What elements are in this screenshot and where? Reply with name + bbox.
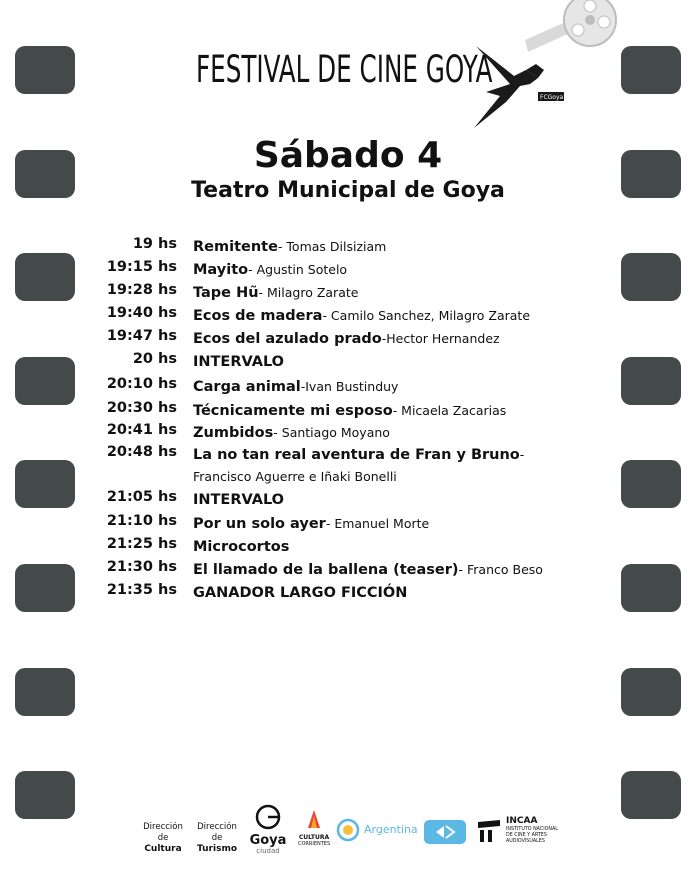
schedule-entry: [193, 444, 583, 488]
film-title: Carga animal: [193, 379, 301, 395]
schedule-entry: [193, 376, 583, 398]
event-day: Sábado 4: [253, 135, 443, 176]
schedule-time: 19:40 hs: [106, 305, 177, 321]
film-title: Por un solo ayer: [193, 516, 326, 532]
film-author: - Francisco Aguerre e Iñaki Bonelli: [193, 447, 525, 484]
logo-direccion-cultura: Dirección de Cultura: [143, 822, 183, 854]
schedule-time: 21:35 hs: [106, 582, 177, 598]
schedule-entry: [193, 489, 583, 511]
schedule-entry: [193, 236, 583, 258]
film-title: GANADOR LARGO FICCIÓN: [193, 585, 408, 601]
cultura-corrientes-icon: [304, 808, 324, 830]
film-hole-right-7: [621, 668, 681, 716]
logo-cine-argentino: [424, 820, 466, 844]
film-hole-right-4: [621, 357, 681, 405]
film-author: -Hector Hernandez: [381, 331, 500, 346]
film-author: - Milagro Zarate: [258, 285, 359, 300]
film-hole-left-7: [15, 668, 75, 716]
schedule-time: 20:30 hs: [106, 400, 177, 416]
goya-emblem-icon: [254, 804, 282, 830]
schedule-time: 20:48 hs: [106, 444, 177, 460]
film-hole-left-1: [15, 46, 75, 94]
schedule-entry: [193, 559, 583, 581]
schedule-entry: [193, 328, 583, 350]
schedule-entry: [193, 422, 583, 444]
schedule-entry: [193, 305, 583, 327]
film-badge-icon: [424, 820, 466, 844]
schedule-time: 21:05 hs: [106, 489, 177, 505]
logo-direccion-turismo: Dirección de Turismo: [197, 822, 237, 854]
schedule-entry: [193, 536, 583, 558]
film-author: -Ivan Bustinduy: [300, 379, 399, 394]
swallow-tag: FCGoya: [540, 94, 564, 101]
film-author: - Micaela Zacarias: [392, 403, 507, 418]
film-title: Técnicamente mi esposo: [193, 403, 393, 419]
film-title: La no tan real aventura de Fran y Bruno: [193, 447, 520, 463]
film-author: - Agustin Sotelo: [248, 262, 348, 277]
film-title: El llamado de la ballena (teaser): [193, 562, 459, 578]
logo-goya: Goya ciudad: [246, 804, 290, 860]
event-venue: Teatro Municipal de Goya: [191, 178, 505, 203]
schedule-time: 19:47 hs: [106, 328, 177, 344]
film-title: Mayito: [193, 262, 249, 278]
sun-icon: [336, 818, 360, 842]
film-author: - Tomas Dilsiziam: [277, 239, 387, 254]
film-title: Remitente: [193, 239, 278, 255]
logo-argentina: Argentina: [336, 818, 416, 846]
schedule-entry: [193, 282, 583, 304]
logo-incaa: INCAA INSTITUTO NACIONAL DE CINE Y ARTES AUDIOVISUALES: [476, 816, 576, 850]
film-author: - Franco Beso: [458, 562, 543, 577]
film-title: Zumbidos: [193, 425, 274, 441]
incaa-film-icon: [476, 818, 502, 844]
schedule-time: 21:30 hs: [106, 559, 177, 575]
schedule-entry: [193, 582, 583, 604]
schedule-time: 19:28 hs: [106, 282, 177, 298]
film-title: Ecos del azulado prado: [193, 331, 382, 347]
schedule-time: 19:15 hs: [106, 259, 177, 275]
schedule-entry: [193, 351, 583, 373]
swallow-logo-icon: [466, 40, 570, 132]
film-title: Tape Hũ: [193, 285, 259, 301]
schedule-time: 20:41 hs: [106, 422, 177, 438]
film-title: Microcortos: [193, 539, 290, 555]
festival-title: FESTIVAL DE CINE GOYA: [196, 48, 493, 91]
film-author: - Camilo Sanchez, Milagro Zarate: [322, 308, 531, 323]
film-author: - Santiago Moyano: [273, 425, 390, 440]
schedule-entry: [193, 513, 583, 535]
schedule-time: 21:10 hs: [106, 513, 177, 529]
film-hole-right-1: [621, 46, 681, 94]
film-hole-right-3: [621, 253, 681, 301]
schedule-entry: [193, 259, 583, 281]
schedule-time: 20 hs: [132, 351, 177, 367]
schedule-entry: [193, 400, 583, 422]
film-title: INTERVALO: [193, 492, 285, 508]
film-title: Ecos de madera: [193, 308, 323, 324]
logo-cultura-corrientes: CULTURA CORRIENTES: [298, 808, 330, 858]
film-author: - Emanuel Morte: [325, 516, 430, 531]
schedule-time: 19 hs: [132, 236, 177, 252]
film-hole-right-6: [621, 564, 681, 612]
schedule-time: 20:10 hs: [106, 376, 177, 392]
schedule-time: 21:25 hs: [106, 536, 177, 552]
film-title: INTERVALO: [193, 354, 285, 370]
film-hole-right-5: [621, 460, 681, 508]
sponsor-logos: [0, 800, 696, 860]
